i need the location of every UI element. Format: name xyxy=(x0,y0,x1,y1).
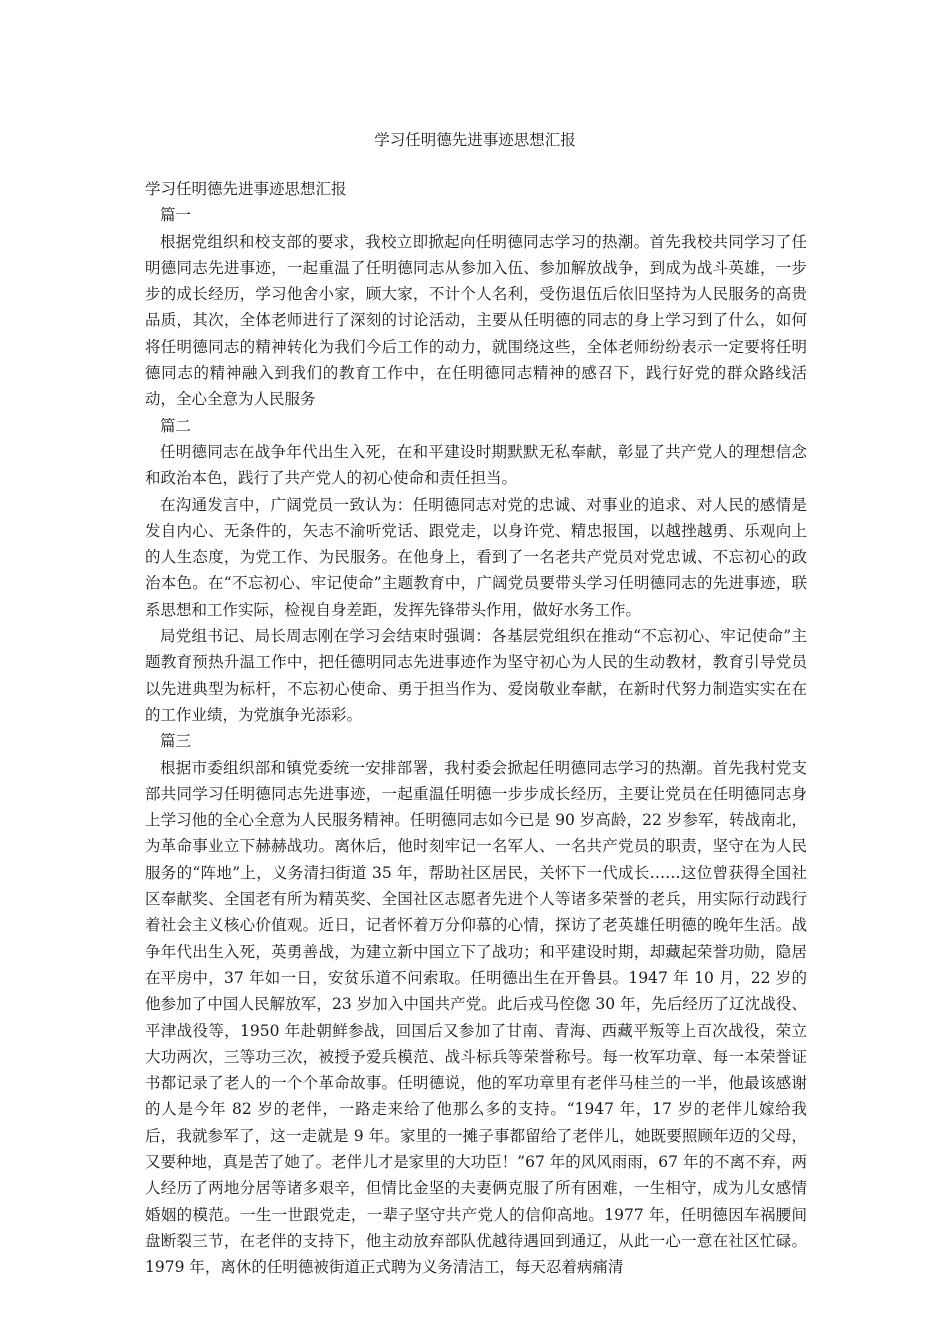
section-2-label: 篇二 xyxy=(160,416,192,435)
section-1-label: 篇一 xyxy=(160,206,192,225)
document-subtitle: 学习任明德先进事迹思想汇报 xyxy=(145,180,347,198)
document-body xyxy=(145,176,807,1280)
section-3-paragraph-1: 根据市委组织部和镇党委统一安排部署，我村委会掀起任明德同志学习的热潮。首先我村党支部共同学习任明德同志先进事迹，一起重温任明德一步步成长经历，主要让党员在任明德同志身上学习他的全心全意为人民服务精神。任明德同志如今已是 90 岁高龄，22 岁参军，转战南北，为革命事业立下赫赫战功。离休后，他时刻牢记一名军人、一名共产党员的职责，坚守在为人民服务的“阵地”上，义务清扫街道 35 年，帮助社区居民，关怀下一代成长……这位曾获得全国社区奉献奖、全国老有所为精英奖、全国社区志愿者先进个人等诸多荣誉的老兵，用实际行动践行着社会主义核心价值观。近日，记者怀着万分仰慕的心情，探访了老英雄任明德的晚年生活。战争年代出生入死，英勇善战，为建立新中国立下了战功；和平建设时期，却藏起荣誉功勋，隐居在平房中，37 年如一日，安贫乐道不问索取。任明德出生在开鲁县。1947 年 10 月，22 岁的他参加了中国人民解放军，23 岁加入中国共产党。此后戎马倥偬 30 年，先后经历了辽沈战役、平津战役等，1950 年赴朝鲜参战，回国后又参加了甘南、青海、西藏平叛等上百次战役，荣立大功两次，三等功三次，被授予爱兵模范、战斗标兵等荣誉称号。每一枚军功章、每一本荣誉证书都记录了老人的一个个革命故事。任明德说，他的军功章里有老伴马桂兰的一半，他最该感谢的人是今年 82 岁的老伴，一路走来给了他那么多的支持。“1947 年，17 岁的老伴儿嫁给我后，我就参军了，这一走就是 9 年。家里的一摊子事都留给了老伴儿，她既要照顾年迈的父母，又要种地，真是苦了她了。老伴儿才是家里的大功臣！”67 年的风风雨雨，67 年的不离不弃，两人经历了两地分居等诸多艰辛，但情比金坚的夫妻俩克服了所有困难，一生相守，成为儿女感情婚姻的模范。一生一世跟党走，一辈子坚守共产党人的信仰高地。1977 年，任明德因车祸腰间盘断裂三节，在老伴的支持下，他主动放弃部队优越待遇回到通辽，从此一心一意在社区忙碌。1979 年，离休的任明德被街道正式聘为义务清洁工，每天忍着病痛清 xyxy=(145,758,807,1277)
section-3-label: 篇三 xyxy=(160,732,192,751)
section-2-paragraph-2: 在沟通发言中，广阔党员一致认为：任明德同志对党的忠诚、对事业的追求、对人民的感情是发自内心、无条件的，矢志不渝听党话、跟党走，以身许党、精忠报国，以越挫越勇、乐观向上的人生态度，为党工作、为民服务。在他身上，看到了一名老共产党员对党忠诚、不忘初心的政治本色。在“不忘初心、牢记使命”主题教育中，广阔党员要带头学习任明德同志的先进事迹，联系思想和工作实际，检视自身差距，发挥先锋带头作用，做好水务工作。 xyxy=(145,495,807,619)
section-2-paragraph-1: 任明德同志在战争年代出生入死，在和平建设时期默默无私奉献，彰显了共产党人的理想信念和政治本色，践行了共产党人的初心使命和责任担当。 xyxy=(145,442,807,488)
document-title: 学习任明德先进事迹思想汇报 xyxy=(374,131,576,149)
section-1-paragraph-1: 根据党组织和校支部的要求，我校立即掀起向任明德同志学习的热潮。首先我校共同学习了任明德同志先进事迹，一起重温了任明德同志从参加入伍、参加解放战争，到成为战斗英雄，一步步的成长经历，学习他舍小家，顾大家，不计个人名利，受伤退伍后依旧坚持为人民服务的高贵品质，其次，全体老师进行了深刻的讨论活动，主要从任明德的同志的身上学习到了什么，如何将任明德同志的精神转化为我们今后工作的动力，就围绕这些，全体老师纷纷表示一定要将任明德同志的精神融入到我们的教育工作中，在任明德同志精神的感召下，践行好党的群众路线活动，全心全意为人民服务 xyxy=(145,232,807,409)
section-2-paragraph-3: 局党组书记、局长周志刚在学习会结束时强调：各基层党组织在推动“不忘初心、牢记使命”主题教育预热升温工作中，把任德明同志先进事迹作为坚守初心为人民的生动教材，教育引导党员以先进典型为标杆，不忘初心使命、勇于担当作为、爱岗敬业奉献，在新时代努力制造实实在在的工作业绩，为党旗争光添彩。 xyxy=(145,627,807,724)
